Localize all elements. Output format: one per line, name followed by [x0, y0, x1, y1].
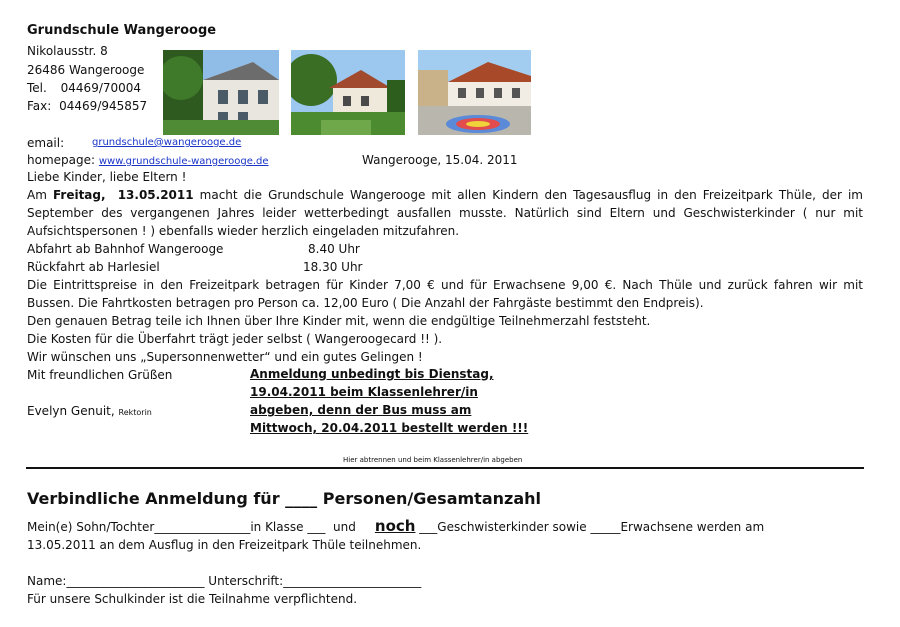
paragraph-wishes: Wir wünschen uns „Supersonnenwetter“ und ein gutes Gelingen ! [27, 350, 423, 364]
school-name: Grundschule Wangerooge [27, 23, 217, 38]
name-label: Name: [27, 574, 67, 588]
p1-rest: macht die Grundschule Wangerooge mit allen Kindern den Tagesausflug in den Freizeitpark Thüle, der im September des vergangenen Jahres leider wetterbedingt ausfallen musste. Natürlich sind Eltern und Geschwisterkinder ( nur mit Aufsichtspersonen ! ) ebenfalls wieder herzlich eingeladen mitzufahren. [27, 188, 863, 238]
signature-block [27, 402, 152, 422]
form-title-b: Personen/Gesamtanzahl [322, 489, 541, 508]
noch-label: noch [374, 517, 416, 535]
signer-role: Rektorin [118, 408, 152, 417]
paragraph-trip [27, 186, 863, 240]
homepage-link[interactable]: www.grundschule-wangerooge.de [98, 156, 269, 167]
school-photo-3 [418, 50, 531, 135]
paragraph-amount: Den genauen Betrag teile ich Ihnen über Ihre Kinder mit, wenn die endgültige Teilnehmerzahl feststeht. [27, 314, 651, 328]
form-line-name [27, 572, 421, 590]
adults-count-field[interactable]: _____ [590, 520, 621, 534]
signer-name: Evelyn Genuit, [27, 404, 115, 418]
school-photo-2 [291, 50, 405, 135]
form-line1-e: Erwachsene werden am [620, 520, 765, 534]
place-date: Wangerooge, 15.04. 2011 [362, 153, 518, 167]
tel-label: Tel. [27, 81, 47, 95]
email-link[interactable]: grundschule@wangerooge.de [92, 137, 242, 148]
form-line-1 [27, 517, 764, 536]
trip-day: Freitag, [52, 188, 106, 202]
trip-date: 13.05.2011 [117, 188, 194, 202]
cut-line [26, 467, 864, 469]
school-tel [27, 79, 141, 97]
school-fax [27, 97, 147, 115]
form-line1-c: und [332, 520, 356, 534]
homepage-label: homepage: [27, 153, 96, 167]
school-photo-1 [163, 50, 279, 135]
notice-line-4: Mittwoch, 20.04.2011 bestellt werden !!! [250, 421, 529, 435]
form-title-a: Verbindliche Anmeldung für [27, 489, 280, 508]
paragraph-crossing: Die Kosten für die Überfahrt trägt jeder selbst ( Wangeroogecard !! ). [27, 332, 443, 346]
cut-hint: Hier abtrennen und beim Klassenlehrer/in abgeben [343, 456, 523, 464]
departure-time: 8.40 Uhr [308, 242, 360, 256]
departure-label: Abfahrt ab Bahnhof Wangerooge [27, 242, 224, 256]
fax-label: Fax: [27, 99, 52, 113]
signature-field[interactable]: _______________________ [283, 574, 422, 588]
child-name-field[interactable]: ________________ [154, 520, 251, 534]
return-label: Rückfahrt ab Harlesiel [27, 260, 160, 274]
greeting: Liebe Kinder, liebe Eltern ! [27, 170, 187, 184]
class-field[interactable]: ___ [307, 520, 326, 534]
notice-line-3: abgeben, denn der Bus muss am [250, 403, 472, 417]
tel-number: 04469/70004 [60, 81, 142, 95]
name-field[interactable]: _______________________ [66, 574, 205, 588]
form-line1-d: Geschwisterkinder sowie [437, 520, 587, 534]
siblings-count-field[interactable]: ___ [419, 520, 438, 534]
email-label: email: [27, 136, 65, 150]
form-line-2: 13.05.2011 an dem Ausflug in den Freizeitpark Thüle teilnehmen. [27, 538, 422, 552]
notice-line-1: Anmeldung unbedingt bis Dienstag, [250, 367, 494, 381]
fax-number: 04469/945857 [59, 99, 148, 113]
return-time: 18.30 Uhr [303, 260, 363, 274]
email-row [27, 134, 64, 152]
form-line1-a: Mein(e) Sohn/Tochter [27, 520, 155, 534]
p1-am: Am [27, 188, 53, 202]
form-title [27, 489, 541, 508]
paragraph-prices: Die Eintrittspreise in den Freizeitpark betragen für Kinder 7,00 € und für Erwachsene 9,00 €. Nach Thüle und zurück fahren wir mit Bussen. Die Fahrtkosten betragen pro Person ca. 12,00 Euro ( Die Anzahl der Fahrgäste bestimmt den Endpreis). [27, 278, 863, 310]
school-street: Nikolausstr. 8 [27, 44, 108, 58]
notice-line-2: 19.04.2011 beim Klassenlehrer/in [250, 385, 478, 399]
school-city: 26486 Wangerooge [27, 63, 145, 77]
form-line1-b: in Klasse [250, 520, 304, 534]
persons-count-field[interactable]: ____ [285, 489, 318, 508]
signature-label: Unterschrift: [208, 574, 284, 588]
mandatory-note: Für unsere Schulkinder ist die Teilnahme verpflichtend. [27, 592, 358, 606]
closing: Mit freundlichen Grüßen [27, 368, 173, 382]
